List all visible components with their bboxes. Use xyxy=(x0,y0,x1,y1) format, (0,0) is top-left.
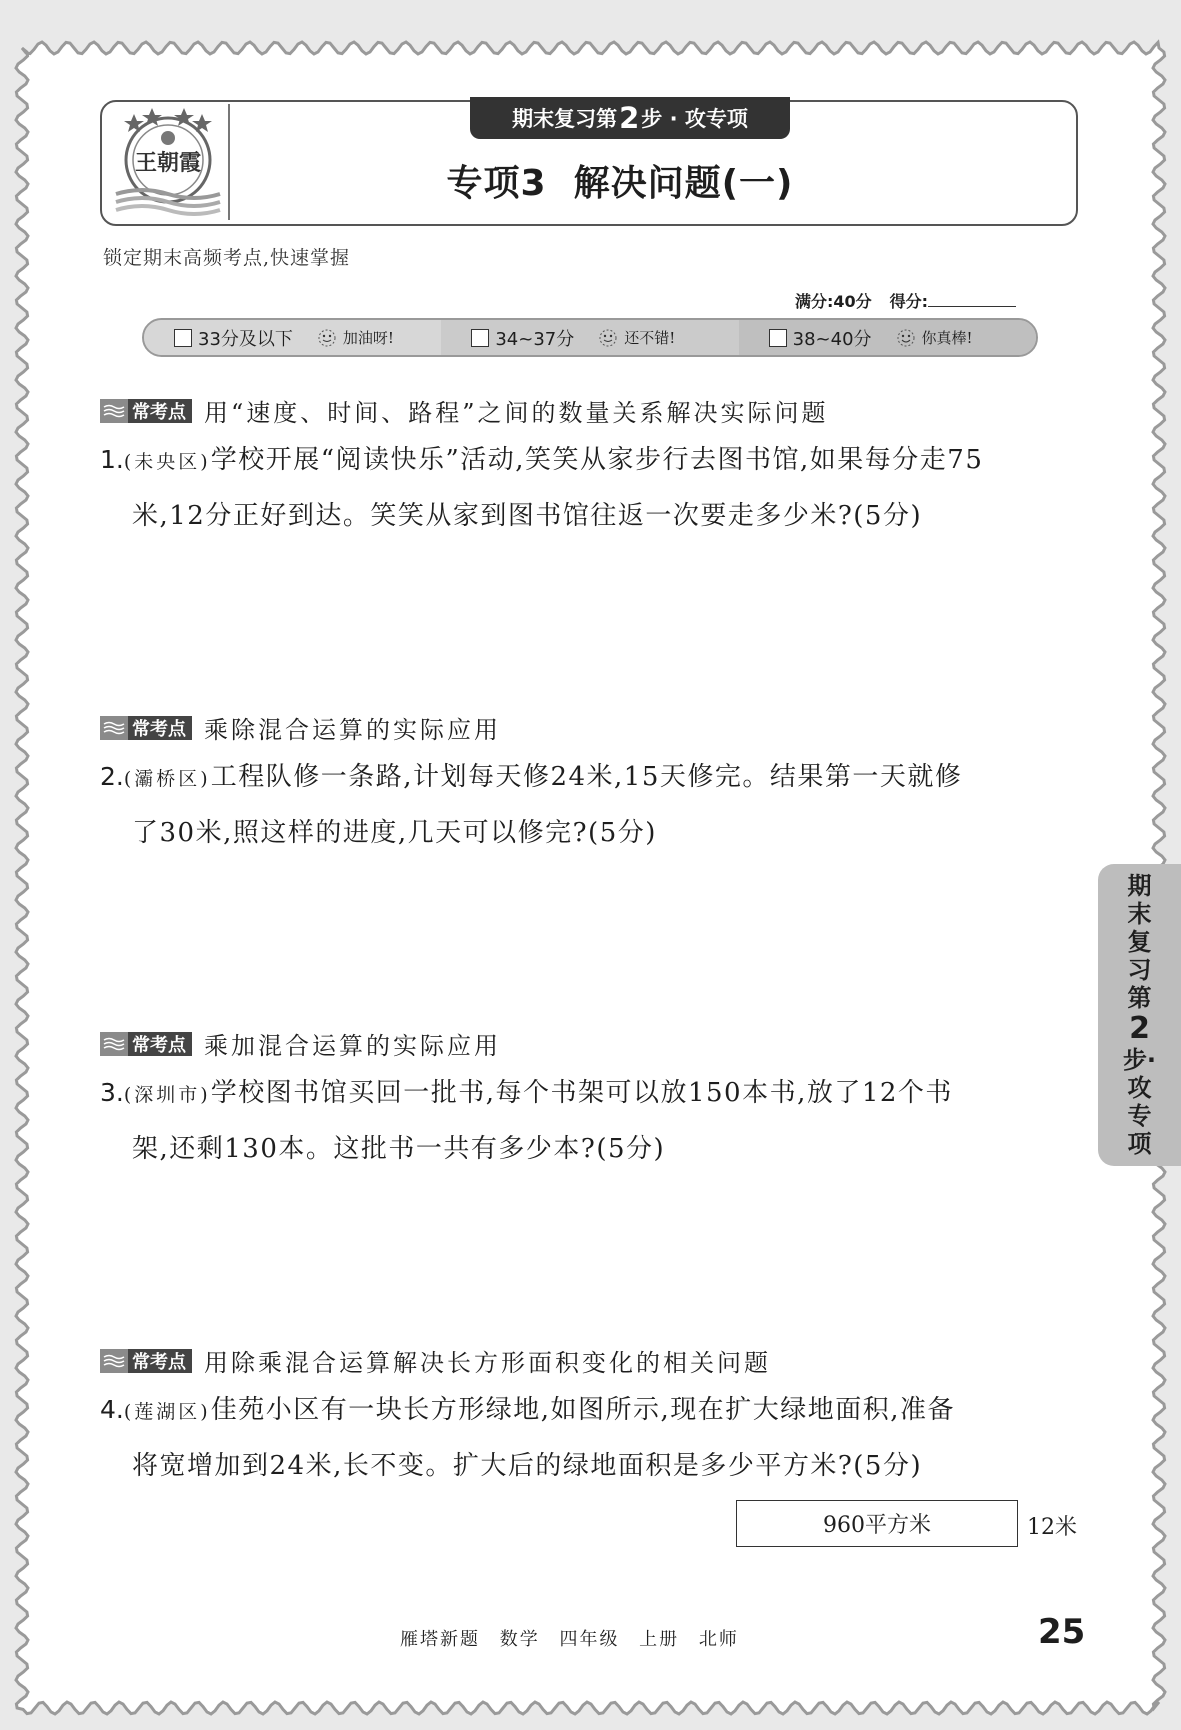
key-point-topic: 用“速度、时间、路程”之间的数量关系解决实际问题 xyxy=(204,399,829,427)
score-label: 得分: xyxy=(889,292,929,311)
side-tab-char: 期 xyxy=(1127,872,1152,900)
key-point-topic: 用除乘混合运算解决长方形面积变化的相关问题 xyxy=(204,1349,771,1377)
header-step-tab xyxy=(470,97,790,139)
rating-comment: 还不错! xyxy=(624,329,676,347)
waves-icon xyxy=(100,1032,128,1056)
figure-area-label: 960平方米 xyxy=(823,1513,931,1538)
footer-text: 雁塔新题 数学 四年级 上册 北师 xyxy=(400,1629,739,1650)
tagline: 锁定期末高频考点,快速掌握 xyxy=(103,247,351,269)
page-number: 25 xyxy=(1038,1612,1086,1652)
score-line xyxy=(795,289,1016,312)
side-tab-step: 2 xyxy=(1129,1011,1150,1046)
badge-label: 常考点 xyxy=(132,401,186,423)
side-chapter-tab xyxy=(1098,864,1181,1166)
question-1 xyxy=(100,433,1085,543)
side-tab-char: 习 xyxy=(1127,956,1152,984)
waves-icon xyxy=(100,716,128,740)
cheer-face-icon xyxy=(317,328,337,348)
side-tab-char: 专 xyxy=(1127,1102,1152,1130)
rating-checkbox[interactable] xyxy=(769,329,787,347)
question-text-line: 学校图书馆买回一批书,每个书架可以放150本书,放了12个书 xyxy=(210,1078,953,1108)
rating-range: 34~37分 xyxy=(495,328,575,350)
side-tab-char: 复 xyxy=(1127,928,1152,956)
key-point-heading xyxy=(100,1026,501,1061)
key-point-badge xyxy=(100,399,192,423)
logo-divider xyxy=(228,104,230,220)
lawn-rectangle-figure xyxy=(736,1500,1018,1547)
question-text-line: 工程队修一条路,计划每天修24米,15天修完。结果第一天就修 xyxy=(210,762,963,792)
badge-label: 常考点 xyxy=(132,1034,186,1056)
rating-option-high[interactable] xyxy=(739,320,1036,355)
key-point-topic: 乘除混合运算的实际应用 xyxy=(204,716,501,744)
badge-label: 常考点 xyxy=(132,718,186,740)
score-field xyxy=(890,289,1016,312)
key-point-topic: 乘加混合运算的实际应用 xyxy=(204,1032,501,1060)
waves-icon xyxy=(100,1349,128,1373)
question-number: 3. xyxy=(100,1078,124,1107)
key-point-badge xyxy=(100,716,192,740)
question-text-line: 将宽增加到24米,长不变。扩大后的绿地面积是多少平方米?(5分) xyxy=(132,1451,923,1481)
key-point-badge xyxy=(100,1032,192,1056)
side-tab-char: 攻 xyxy=(1127,1074,1152,1102)
rating-option-mid[interactable] xyxy=(441,320,738,355)
question-3 xyxy=(100,1066,1085,1176)
side-tab-char: 步· xyxy=(1122,1046,1157,1074)
smile-face-icon xyxy=(598,328,618,348)
score-blank[interactable] xyxy=(928,290,1016,307)
rating-bar xyxy=(142,318,1038,357)
question-text-line: 学校开展“阅读快乐”活动,笑笑从家步行去图书馆,如果每分走75 xyxy=(210,445,984,475)
brand-logo xyxy=(112,104,224,218)
full-score-label: 满分:40分 xyxy=(795,292,872,311)
header-tab-prefix: 期末复习第 xyxy=(512,107,618,131)
header-tab-suffix: 步 · 攻专项 xyxy=(641,107,748,131)
question-2 xyxy=(100,750,1085,860)
key-point-heading xyxy=(100,710,501,745)
header-tab-step: 2 xyxy=(619,101,640,135)
question-source: (深圳市) xyxy=(123,1084,211,1106)
rating-option-low[interactable] xyxy=(144,320,441,355)
waves-icon xyxy=(100,399,128,423)
question-source: (灞桥区) xyxy=(123,768,211,790)
key-point-heading xyxy=(100,1343,771,1378)
rating-range: 38~40分 xyxy=(792,328,872,350)
question-number: 2. xyxy=(100,762,124,791)
question-source: (莲湖区) xyxy=(123,1401,211,1423)
side-tab-char: 第 xyxy=(1127,984,1152,1012)
rating-checkbox[interactable] xyxy=(471,329,489,347)
key-point-heading xyxy=(100,393,829,428)
question-text-line: 米,12分正好到达。笑笑从家到图书馆往返一次要走多少米?(5分) xyxy=(132,501,923,531)
question-4 xyxy=(100,1383,1085,1493)
question-source: (未央区) xyxy=(123,451,211,473)
question-text-line: 了30米,照这样的进度,几天可以修完?(5分) xyxy=(132,818,657,848)
page-title: 专项3 解决问题(一) xyxy=(446,163,794,204)
rating-range: 33分及以下 xyxy=(198,328,293,350)
question-number: 4. xyxy=(100,1395,124,1424)
figure-width-label: 12米 xyxy=(1027,1515,1077,1540)
badge-label: 常考点 xyxy=(132,1351,186,1373)
side-tab-char: 项 xyxy=(1127,1130,1152,1158)
rating-checkbox[interactable] xyxy=(174,329,192,347)
question-number: 1. xyxy=(100,445,124,474)
question-text-line: 佳苑小区有一块长方形绿地,如图所示,现在扩大绿地面积,准备 xyxy=(210,1395,955,1425)
question-text-line: 架,还剩130本。这批书一共有多少本?(5分) xyxy=(132,1134,666,1164)
rating-comment: 加油呀! xyxy=(342,329,394,347)
side-tab-char: 末 xyxy=(1127,900,1152,928)
star-face-icon xyxy=(896,328,916,348)
key-point-badge xyxy=(100,1349,192,1373)
logo-text: 王朝霞 xyxy=(134,150,202,176)
rating-comment: 你真棒! xyxy=(921,329,973,347)
